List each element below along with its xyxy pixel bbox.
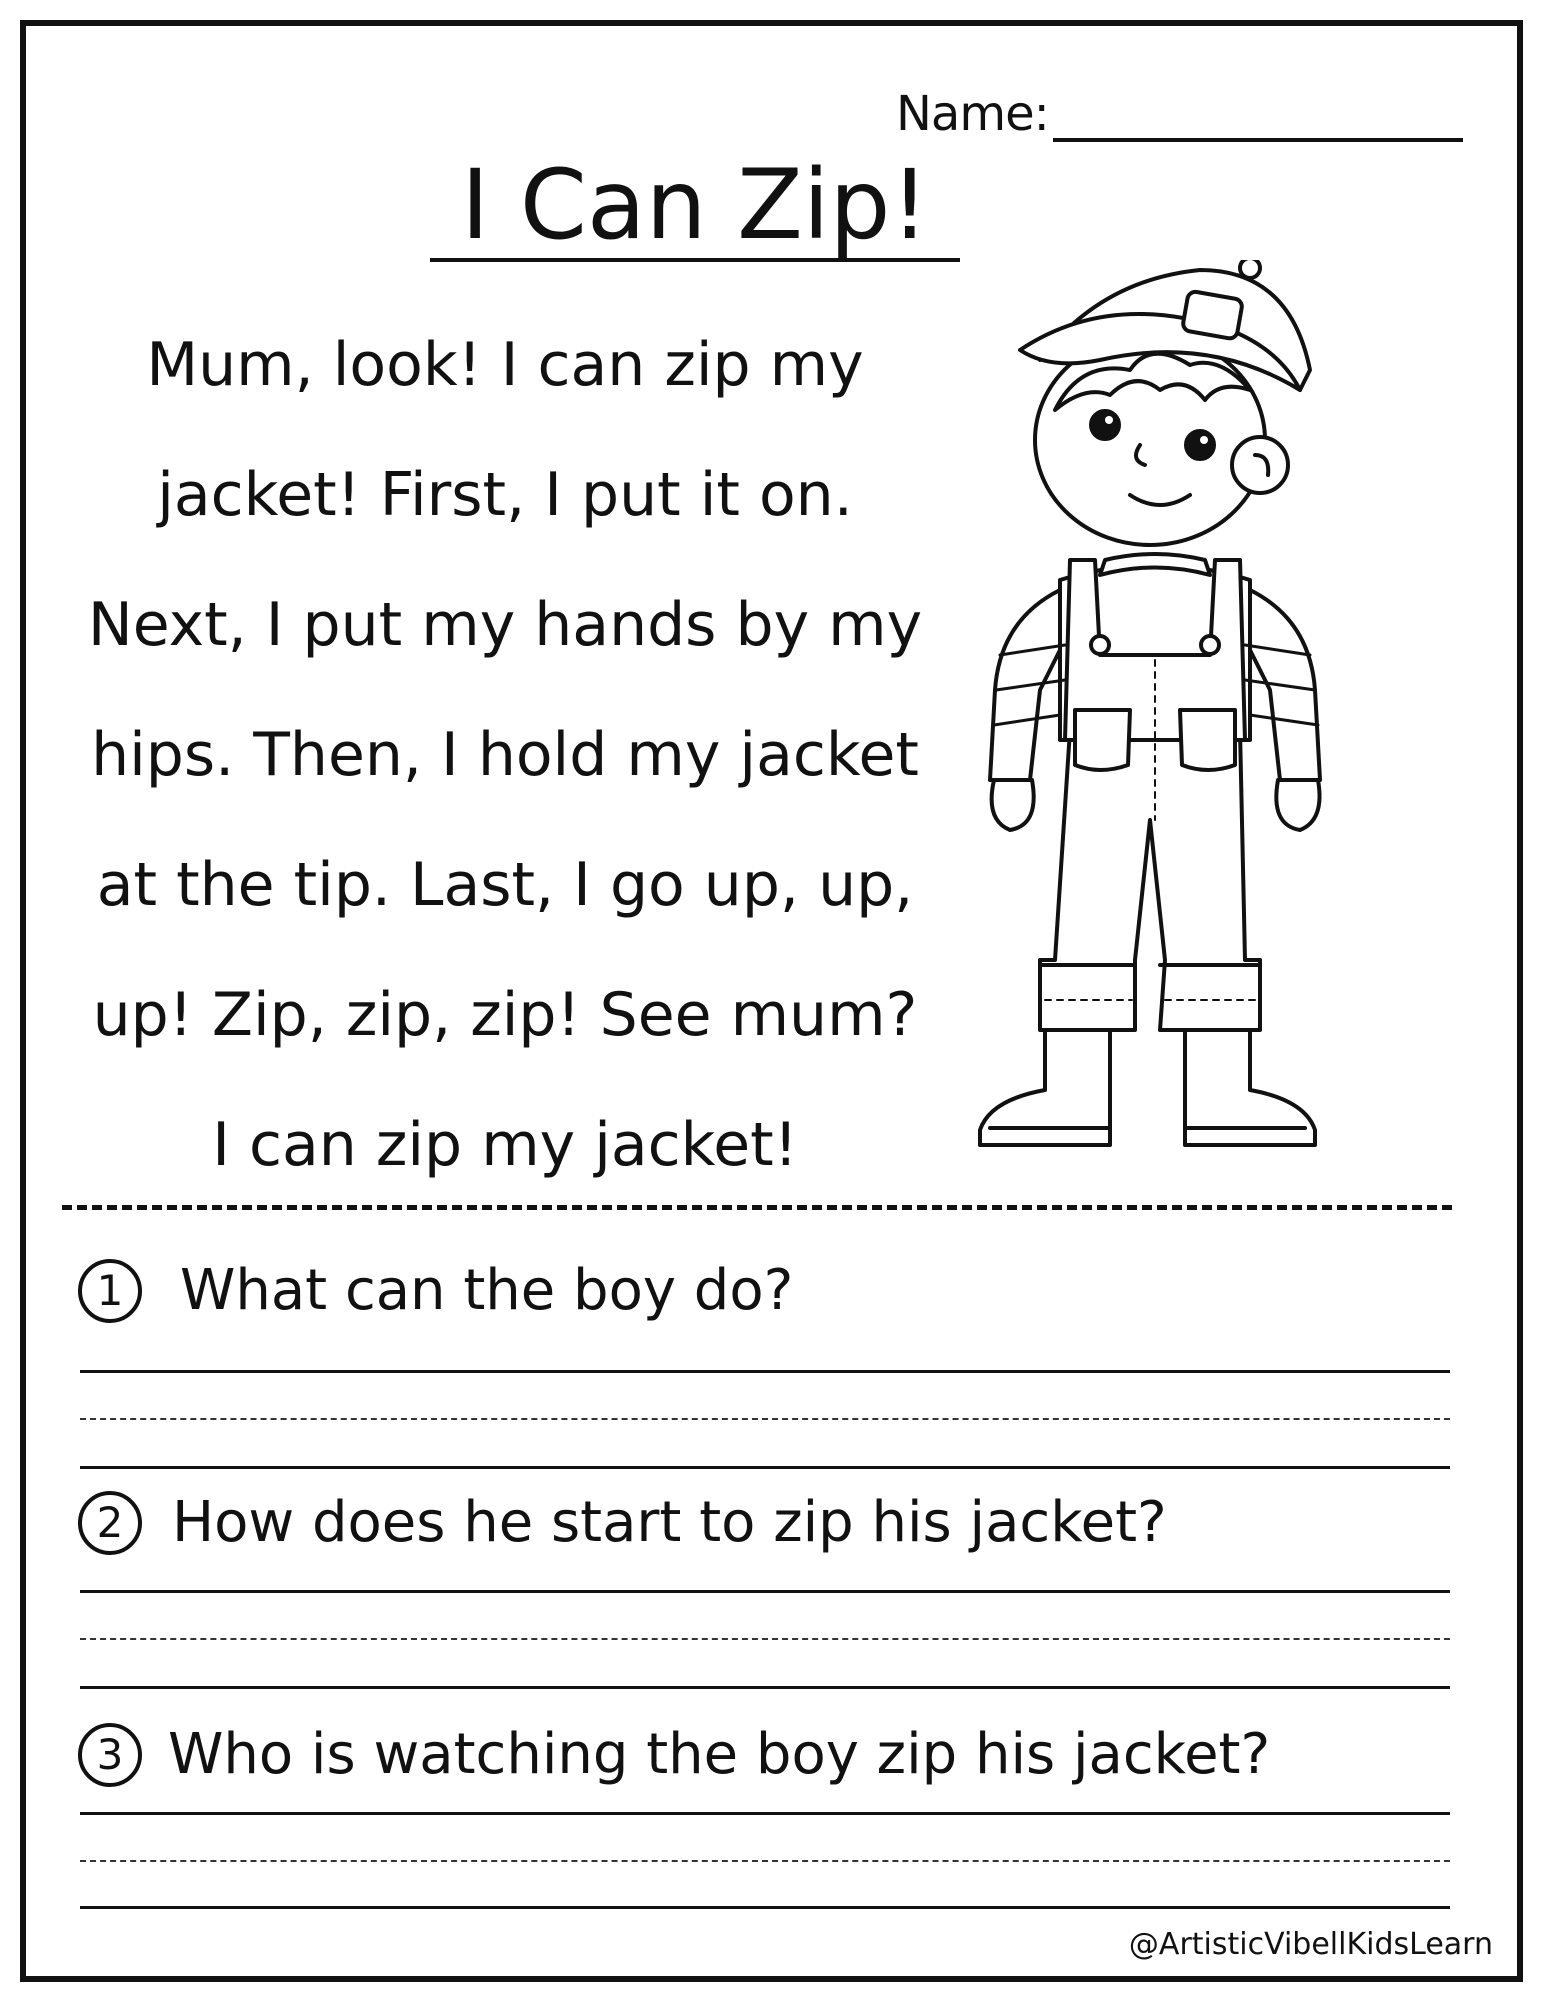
passage-line: at the tip. Last, I go up, up, [96,850,914,920]
question-2 [78,1490,1167,1555]
question-text: How does he start to zip his jacket? [172,1490,1167,1555]
question-number-badge: 1 [78,1259,142,1323]
passage-line: Mum, look! I can zip my [146,330,864,400]
answer-guide-line [80,1418,1450,1420]
reading-passage [60,300,950,1210]
answer-line[interactable] [80,1906,1450,1909]
passage-line: jacket! First, I put it on. [157,460,853,530]
name-field [896,86,1463,142]
passage-line: hips. Then, I hold my jacket [91,720,919,790]
question-text: What can the boy do? [180,1258,794,1323]
passage-line: I can zip my jacket! [212,1110,798,1180]
section-divider [62,1205,1452,1210]
answer-guide-line [80,1638,1450,1640]
question-number-badge: 3 [78,1723,142,1787]
answer-line[interactable] [80,1370,1450,1373]
question-number-badge: 2 [78,1491,142,1555]
boy-illustration [960,260,1380,1160]
name-write-line[interactable] [1053,88,1463,142]
passage-line: up! Zip, zip, zip! See mum? [92,980,918,1050]
title-underline [430,258,960,262]
answer-guide-line [80,1860,1450,1862]
question-1 [78,1258,793,1323]
answer-line[interactable] [80,1686,1450,1689]
question-text: Who is watching the boy zip his jacket? [168,1722,1271,1787]
name-label: Name: [896,86,1049,142]
answer-line[interactable] [80,1812,1450,1815]
passage-line: Next, I put my hands by my [87,590,923,660]
answer-line[interactable] [80,1466,1450,1469]
answer-line[interactable] [80,1590,1450,1593]
creator-credit: @ArtisticVibellKidsLearn [1128,1927,1493,1962]
question-3 [78,1722,1270,1787]
worksheet-title: I Can Zip! [461,149,929,261]
worksheet-title-container [430,150,960,260]
